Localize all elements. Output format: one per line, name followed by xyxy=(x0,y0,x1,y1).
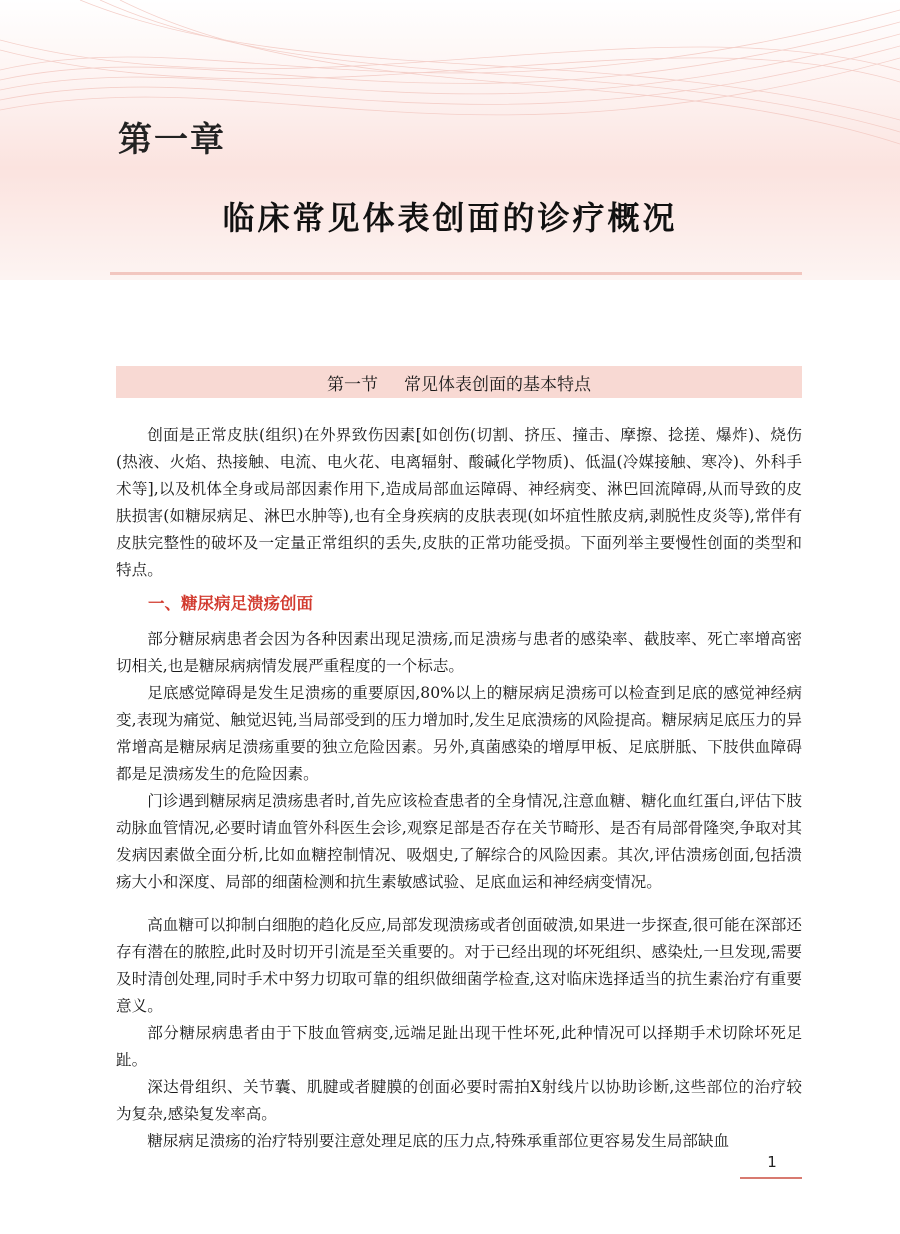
subsection-heading: 一、糖尿病足溃疡创面 xyxy=(148,594,313,613)
header-divider xyxy=(110,272,802,275)
chapter-title: 临床常见体表创面的诊疗概况 xyxy=(222,199,678,237)
body-paragraph: 深达骨组织、关节囊、肌腱或者腱膜的创面必要时需拍X射线片以协助诊断,这些部位的治疗较为复杂,感染复发率高。 xyxy=(116,1078,802,1123)
body-paragraph: 部分糖尿病患者由于下肢血管病变,远端足趾出现干性坏死,此种情况可以择期手术切除坏死足趾。 xyxy=(116,1024,802,1069)
body-paragraph: 足底感觉障碍是发生足溃疡的重要原因,80%以上的糖尿病足溃疡可以检查到足底的感觉神经病变,表现为痛觉、触觉迟钝,当局部受到的压力增加时,发生足底溃疡的风险提高。糖尿病足底压力的异常增高是糖尿病足溃疡重要的独立危险因素。另外,真菌感染的增厚甲板、足底胼胝、下肢供血障碍都是足溃疡发生的危险因素。 xyxy=(116,684,802,783)
section-heading xyxy=(116,366,802,398)
section-number: 第一节 xyxy=(327,374,378,395)
body-paragraph: 糖尿病足溃疡的治疗特别要注意处理足底的压力点,特殊承重部位更容易发生局部缺血 xyxy=(147,1132,730,1150)
page-number: 1 xyxy=(767,1153,777,1171)
section-title: 常见体表创面的基本特点 xyxy=(404,374,591,395)
footer-divider xyxy=(740,1177,802,1179)
body-paragraph: 创面是正常皮肤(组织)在外界致伤因素[如创伤(切割、挤压、撞击、摩擦、捻搓、爆炸)、烧伤(热液、火焰、热接触、电流、电火花、电离辐射、酸碱化学物质)、低温(冷媒接触、寒冷)、外科手术等],以及机体全身或局部因素作用下,造成局部血运障碍、神经病变、淋巴回流障碍,从而导致的皮肤损害(如糖尿病足、淋巴水肿等),也有全身疾病的皮肤表现(如坏疽性脓皮病,剥脱性皮炎等),常伴有皮肤完整性的破坏及一定量正常组织的丢失,皮肤的正常功能受损。下面列举主要慢性创面的类型和特点。 xyxy=(116,426,802,579)
chapter-label: 第一章 xyxy=(118,120,226,160)
body-paragraph: 门诊遇到糖尿病足溃疡患者时,首先应该检查患者的全身情况,注意血糖、糖化血红蛋白,评估下肢动脉血管情况,必要时请血管外科医生会诊,观察足部是否存在关节畸形、是否有局部骨隆突,争取对其发病因素做全面分析,比如血糖控制情况、吸烟史,了解综合的风险因素。其次,评估溃疡创面,包括溃疡大小和深度、局部的细菌检测和抗生素敏感试验、足底血运和神经病变情况。 xyxy=(116,792,802,891)
body-paragraph: 部分糖尿病患者会因为各种因素出现足溃疡,而足溃疡与患者的感染率、截肢率、死亡率增高密切相关,也是糖尿病病情发展严重程度的一个标志。 xyxy=(116,630,802,675)
body-paragraph: 高血糖可以抑制白细胞的趋化反应,局部发现溃疡或者创面破溃,如果进一步探查,很可能在深部还存有潜在的脓腔,此时及时切开引流是至关重要的。对于已经出现的坏死组织、感染灶,一旦发现,需要及时清创处理,同时手术中努力切取可靠的组织做细菌学检查,这对临床选择适当的抗生素治疗有重要意义。 xyxy=(116,916,802,1015)
